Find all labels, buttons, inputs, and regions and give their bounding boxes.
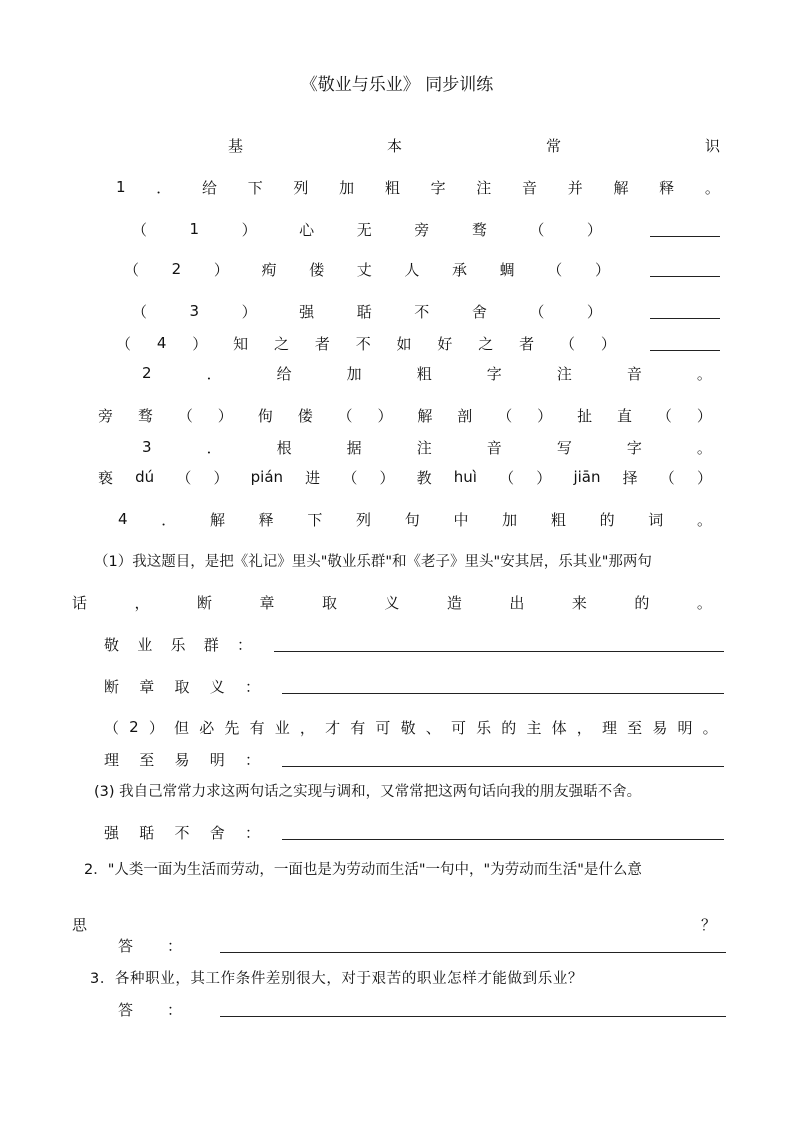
glyph: （: [529, 302, 545, 321]
glyph: 进: [305, 468, 321, 487]
glyph: ：: [244, 677, 260, 696]
glyph: 3: [142, 438, 152, 456]
q1-item-3: [132, 300, 720, 322]
p3-answer-label: [118, 999, 182, 1020]
answer-line[interactable]: [282, 825, 724, 840]
glyph: 4: [156, 334, 167, 352]
glyph: 敬: [104, 635, 120, 654]
glyph: 并: [567, 178, 583, 197]
glyph: ：: [244, 750, 260, 769]
glyph: 断: [104, 677, 120, 696]
glyph: （: [499, 468, 515, 487]
glyph: ：: [166, 1000, 182, 1019]
glyph: 释: [258, 510, 274, 529]
glyph: 列: [356, 510, 372, 529]
glyph: 可: [375, 718, 391, 737]
glyph: 理: [601, 718, 617, 737]
glyph: 痀: [261, 260, 277, 279]
glyph: （: [656, 406, 672, 425]
q4-sentence-1: （1）我这题目，是把《礼记》里头"敬业乐群"和《老子》里头"安其居，乐其业"那两句: [94, 554, 652, 570]
q4-term-4-label: [104, 822, 260, 843]
glyph: 偻: [309, 260, 325, 279]
glyph: 明: [677, 718, 693, 737]
glyph: 先: [224, 718, 240, 737]
glyph: （: [116, 334, 132, 353]
glyph: 句: [404, 510, 420, 529]
glyph: ）: [377, 406, 393, 425]
glyph: ．: [156, 178, 172, 197]
glyph: 音: [626, 364, 642, 383]
glyph: 下: [307, 510, 323, 529]
glyph: 主: [526, 718, 542, 737]
glyph: 下: [247, 178, 263, 197]
glyph: 有: [350, 718, 366, 737]
glyph: 直: [616, 406, 632, 425]
glyph: （: [132, 220, 148, 239]
q4-sentence-3: (3) 我自己常常力求这两句话之实现与调和，又常常把这两句话向我的朋友强聒不舍。: [94, 784, 642, 800]
glyph: 好: [437, 334, 453, 353]
glyph: 答: [118, 936, 134, 955]
glyph: 常: [545, 136, 561, 155]
glyph: 词: [648, 510, 664, 529]
section-heading: [228, 134, 720, 156]
glyph: 章: [259, 593, 275, 612]
glyph: 粗: [384, 178, 400, 197]
glyph: ）: [696, 468, 712, 487]
q1-item-4: [116, 332, 720, 354]
p2-question-cont: [72, 913, 716, 935]
glyph: 不: [174, 823, 190, 842]
glyph: 不: [414, 302, 430, 321]
glyph: 出: [509, 593, 525, 612]
answer-line[interactable]: [282, 752, 724, 767]
glyph: ）: [148, 718, 164, 737]
glyph: 答: [118, 1000, 134, 1019]
glyph: 亵: [98, 468, 114, 487]
glyph: ，: [299, 718, 315, 737]
glyph: ）: [586, 302, 602, 321]
glyph: 1: [189, 220, 200, 238]
glyph: 才: [325, 718, 341, 737]
answer-line[interactable]: [220, 938, 726, 953]
q1-item-2: [124, 258, 720, 280]
glyph: 来: [571, 593, 587, 612]
glyph: 解: [417, 406, 433, 425]
glyph: 强: [299, 302, 315, 321]
glyph: 注: [476, 178, 492, 197]
glyph: （: [497, 406, 513, 425]
q1-item-2-text: [124, 259, 610, 280]
glyph: 列: [293, 178, 309, 197]
glyph: ）: [217, 406, 233, 425]
glyph: 造: [446, 593, 462, 612]
glyph: 音: [522, 178, 538, 197]
glyph: 之: [273, 334, 289, 353]
glyph: 乐: [170, 635, 186, 654]
glyph: 的: [501, 718, 517, 737]
glyph: 至: [139, 750, 155, 769]
glyph: 。: [696, 364, 712, 383]
glyph: 知: [233, 334, 249, 353]
p2-question: 2．"人类一面为生活而劳动，一面也是为劳动而生活"一句中，"为劳动而生活"是什么意: [84, 862, 642, 878]
glyph: 业: [137, 635, 153, 654]
glyph: （: [659, 468, 675, 487]
glyph: 给: [276, 364, 292, 383]
glyph: ）: [213, 260, 229, 279]
glyph: 字: [626, 438, 642, 457]
glyph: ）: [537, 406, 553, 425]
glyph: 。: [696, 593, 712, 612]
glyph: 本: [386, 136, 402, 155]
glyph: 。: [696, 438, 712, 457]
glyph: 无: [356, 220, 372, 239]
glyph: 舍: [209, 823, 225, 842]
glyph: 人: [404, 260, 420, 279]
answer-line[interactable]: [282, 679, 724, 694]
glyph: 基: [228, 136, 244, 155]
q1-prompt: [116, 176, 720, 198]
answer-line[interactable]: [220, 1002, 726, 1017]
glyph: 明: [209, 750, 225, 769]
q4-term-4: [104, 821, 724, 843]
glyph: （: [176, 468, 192, 487]
glyph: 业: [274, 718, 290, 737]
glyph: 有: [249, 718, 265, 737]
glyph: 群: [203, 635, 219, 654]
glyph: ）: [241, 220, 257, 239]
glyph: 2: [142, 364, 152, 382]
q4-term-2: [104, 675, 724, 697]
glyph: 义: [384, 593, 400, 612]
q1-item-4-text: [116, 333, 616, 354]
glyph: ）: [536, 468, 552, 487]
glyph: 不: [355, 334, 371, 353]
glyph: 给: [201, 178, 217, 197]
answer-line[interactable]: [650, 304, 720, 319]
glyph: 理: [104, 750, 120, 769]
glyph: 可: [450, 718, 466, 737]
glyph: 骛: [137, 406, 153, 425]
glyph: （: [337, 406, 353, 425]
glyph: 解: [209, 510, 225, 529]
glyph: 粗: [416, 364, 432, 383]
glyph: 必: [199, 718, 215, 737]
q1-item-1-text: [132, 219, 602, 240]
glyph: 写: [556, 438, 572, 457]
glyph: 。: [702, 718, 718, 737]
answer-line[interactable]: [650, 262, 720, 277]
glyph: 教: [416, 468, 432, 487]
glyph: （: [529, 220, 545, 239]
glyph: 义: [209, 677, 225, 696]
glyph: 注: [416, 438, 432, 457]
glyph: 思: [72, 915, 88, 934]
glyph: 蜩: [499, 260, 515, 279]
glyph: dú: [135, 468, 155, 486]
glyph: （: [177, 406, 193, 425]
glyph: 佝: [257, 406, 273, 425]
glyph: ：: [236, 635, 252, 654]
glyph: ，: [134, 593, 150, 612]
q4-term-3-label: [104, 749, 260, 770]
answer-line[interactable]: [274, 637, 724, 652]
glyph: （: [559, 334, 575, 353]
glyph: 至: [627, 718, 643, 737]
q1-item-3-text: [132, 301, 602, 322]
glyph: ：: [244, 823, 260, 842]
glyph: 扯: [577, 406, 593, 425]
glyph: 加: [346, 364, 362, 383]
glyph: 据: [346, 438, 362, 457]
glyph: 3: [189, 302, 200, 320]
glyph: 之: [478, 334, 494, 353]
glyph: pián: [250, 468, 284, 486]
glyph: 2: [171, 260, 182, 278]
glyph: 粗: [550, 510, 566, 529]
answer-line[interactable]: [650, 336, 720, 351]
glyph: 剖: [457, 406, 473, 425]
glyph: 。: [704, 178, 720, 197]
q2-prompt: [142, 362, 712, 384]
glyph: 骛: [471, 220, 487, 239]
glyph: 者: [519, 334, 535, 353]
glyph: 4: [118, 510, 128, 528]
answer-line[interactable]: [650, 222, 720, 237]
glyph: ）: [213, 468, 229, 487]
p3-answer: [118, 998, 726, 1020]
glyph: 中: [453, 510, 469, 529]
p2-answer: [118, 934, 726, 956]
glyph: 聒: [356, 302, 372, 321]
glyph: 取: [174, 677, 190, 696]
glyph: 旁: [98, 406, 114, 425]
q4-term-3: [104, 748, 724, 770]
glyph: 加: [502, 510, 518, 529]
glyph: 舍: [471, 302, 487, 321]
glyph: 敬: [400, 718, 416, 737]
glyph: 旁: [414, 220, 430, 239]
glyph: 的: [634, 593, 650, 612]
glyph: 易: [174, 750, 190, 769]
glyph: （: [547, 260, 563, 279]
glyph: 但: [174, 718, 190, 737]
glyph: 者: [314, 334, 330, 353]
q4-sentence-2: [104, 716, 718, 738]
glyph: 的: [599, 510, 615, 529]
glyph: ）: [379, 468, 395, 487]
glyph: 如: [396, 334, 412, 353]
glyph: ．: [161, 510, 177, 529]
q4-term-1: [104, 633, 724, 655]
q3-prompt: [142, 436, 712, 458]
glyph: 根: [276, 438, 292, 457]
glyph: 。: [696, 510, 712, 529]
glyph: （: [104, 718, 120, 737]
q1-item-1: [132, 218, 720, 240]
glyph: 音: [486, 438, 502, 457]
glyph: 丈: [356, 260, 372, 279]
glyph: 字: [430, 178, 446, 197]
glyph: 断: [196, 593, 212, 612]
glyph: ．: [206, 364, 222, 383]
glyph: 强: [104, 823, 120, 842]
glyph: ）: [192, 334, 208, 353]
glyph: 1: [116, 178, 126, 196]
q4-prompt: [118, 508, 712, 530]
glyph: ）: [586, 220, 602, 239]
glyph: 识: [704, 136, 720, 155]
glyph: ）: [600, 334, 616, 353]
glyph: huì: [453, 468, 477, 486]
page-title: 《敬业与乐业》 同步训练: [300, 75, 494, 95]
glyph: 偻: [297, 406, 313, 425]
glyph: 心: [299, 220, 315, 239]
glyph: 易: [652, 718, 668, 737]
glyph: 择: [622, 468, 638, 487]
q4-sentence-1-cont: [72, 591, 712, 613]
glyph: 取: [321, 593, 337, 612]
glyph: jiān: [573, 468, 601, 486]
p2-answer-label: [118, 935, 182, 956]
glyph: 章: [139, 677, 155, 696]
glyph: 乐: [476, 718, 492, 737]
glyph: 注: [556, 364, 572, 383]
glyph: 聒: [139, 823, 155, 842]
glyph: （: [124, 260, 140, 279]
glyph: ，: [576, 718, 592, 737]
p3-question: 3．各种职业，其工作条件差别很大，对于艰苦的职业怎样才能做到乐业？: [90, 971, 584, 987]
glyph: 2: [129, 718, 139, 736]
glyph: ）: [241, 302, 257, 321]
glyph: 、: [425, 718, 441, 737]
glyph: ：: [166, 936, 182, 955]
glyph: ？: [700, 915, 716, 934]
glyph: 解: [613, 178, 629, 197]
glyph: ）: [594, 260, 610, 279]
glyph: ）: [696, 406, 712, 425]
q4-term-2-label: [104, 676, 260, 697]
glyph: 字: [486, 364, 502, 383]
glyph: 承: [452, 260, 468, 279]
glyph: （: [342, 468, 358, 487]
q3-items: [98, 466, 712, 488]
glyph: 话: [72, 593, 88, 612]
q2-words: [98, 404, 712, 426]
glyph: （: [132, 302, 148, 321]
glyph: 加: [339, 178, 355, 197]
glyph: 体: [551, 718, 567, 737]
glyph: ．: [206, 438, 222, 457]
glyph: 释: [659, 178, 675, 197]
q4-term-1-label: [104, 634, 252, 655]
